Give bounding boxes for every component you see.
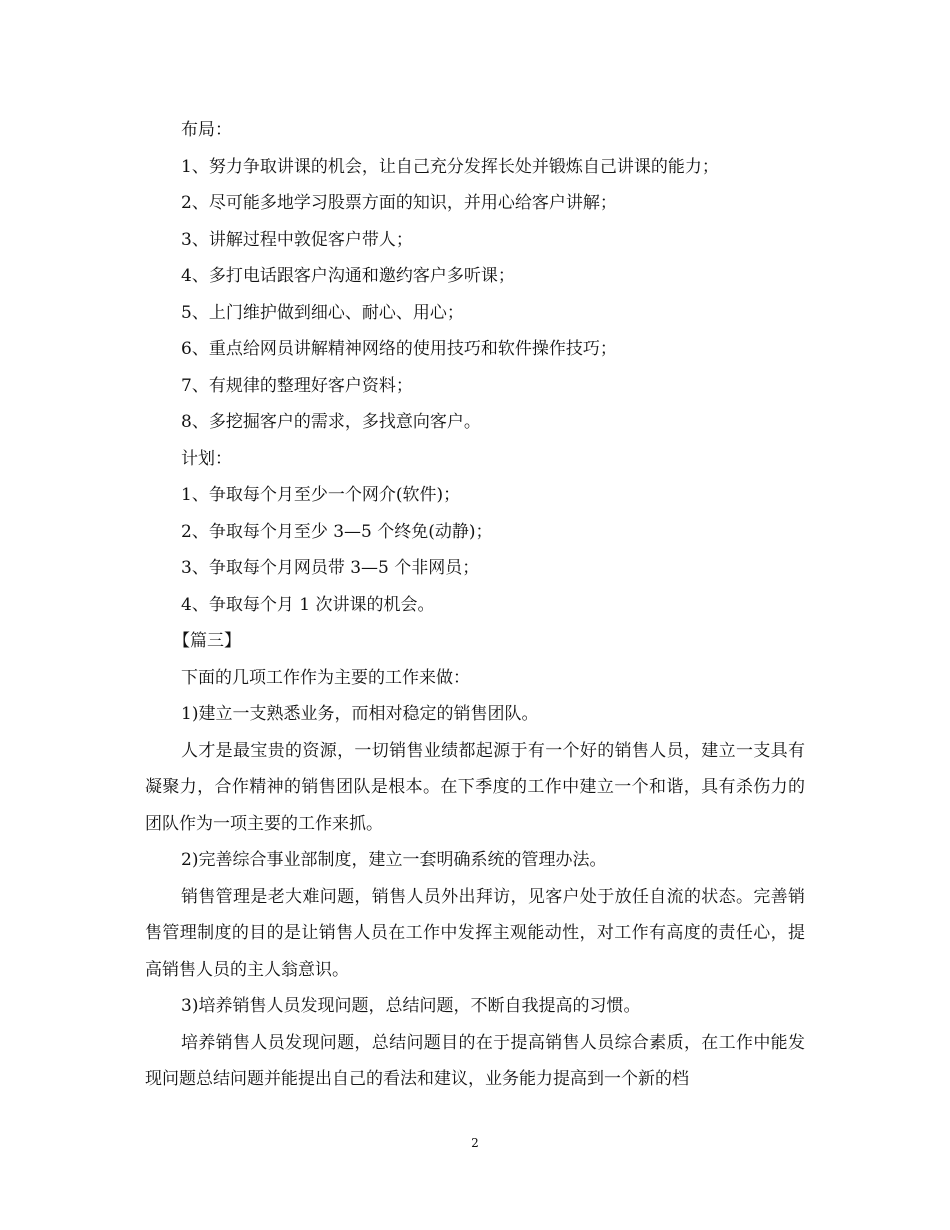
point-2-title: 2)完善综合事业部制度，建立一套明确系统的管理办法。 [181, 850, 607, 870]
plan-heading: 计划： [181, 448, 232, 469]
point-3-title: 3)培养销售人员发现问题，总结问题，不断自我提高的习惯。 [181, 996, 641, 1016]
plan-item-1: 1、争取每个月至少一个网介(软件)； [181, 485, 461, 505]
layout-item-3: 3、讲解过程中敦促客户带人； [181, 229, 413, 250]
point-2-body: 销售管理是老大难问题，销售人员外出拜访，见客户处于放任自流的状态。完善销售管理制度的目的是让销售人员在工作中发挥主观能动性，对工作有高度的责任心，提高销售人员的主人翁意识。 [145, 886, 805, 980]
point-3-body: 培养销售人员发现问题，总结问题目的在于提高销售人员综合素质，在工作中能发现问题总结问题并能提出自己的看法和建议，业务能力提高到一个新的档 [145, 1032, 805, 1089]
document-body [145, 112, 805, 1098]
plan-item-4: 4、争取每个月 1 次讲课的机会。 [181, 594, 435, 615]
section-heading-part-three: 【篇三】 [173, 631, 241, 651]
page-number: 2 [471, 1136, 479, 1150]
plan-item-3: 3、争取每个月网员带 3—5 个非网员； [181, 558, 480, 578]
plan-item-2: 2、争取每个月至少 3—5 个终免(动静)； [181, 521, 493, 542]
layout-item-7: 7、有规律的整理好客户资料； [181, 375, 413, 396]
layout-item-2: 2、尽可能多地学习股票方面的知识，并用心给客户讲解； [181, 193, 617, 213]
layout-item-5: 5、上门维护做到细心、耐心、用心； [181, 302, 464, 323]
layout-item-8: 8、多挖掘客户的需求，多找意向客户。 [181, 412, 481, 432]
point-1-title: 1)建立一支熟悉业务，而相对稳定的销售团队。 [181, 704, 539, 724]
layout-item-1: 1、努力争取讲课的机会，让自己充分发挥长处并锻炼自己讲课的能力； [181, 156, 719, 177]
point-1-body: 人才是最宝贵的资源，一切销售业绩都起源于有一个好的销售人员，建立一支具有凝聚力，合作精神的销售团队是根本。在下季度的工作中建立一个和谐，具有杀伤力的团队作为一项主要的工作来抓。 [145, 740, 805, 834]
part-three-intro: 下面的几项工作作为主要的工作来做： [181, 667, 470, 688]
layout-item-4: 4、多打电话跟客户沟通和邀约客户多听课； [181, 266, 515, 286]
layout-heading: 布局： [181, 120, 232, 140]
layout-item-6: 6、重点给网员讲解精神网络的使用技巧和软件操作技巧； [181, 339, 617, 359]
